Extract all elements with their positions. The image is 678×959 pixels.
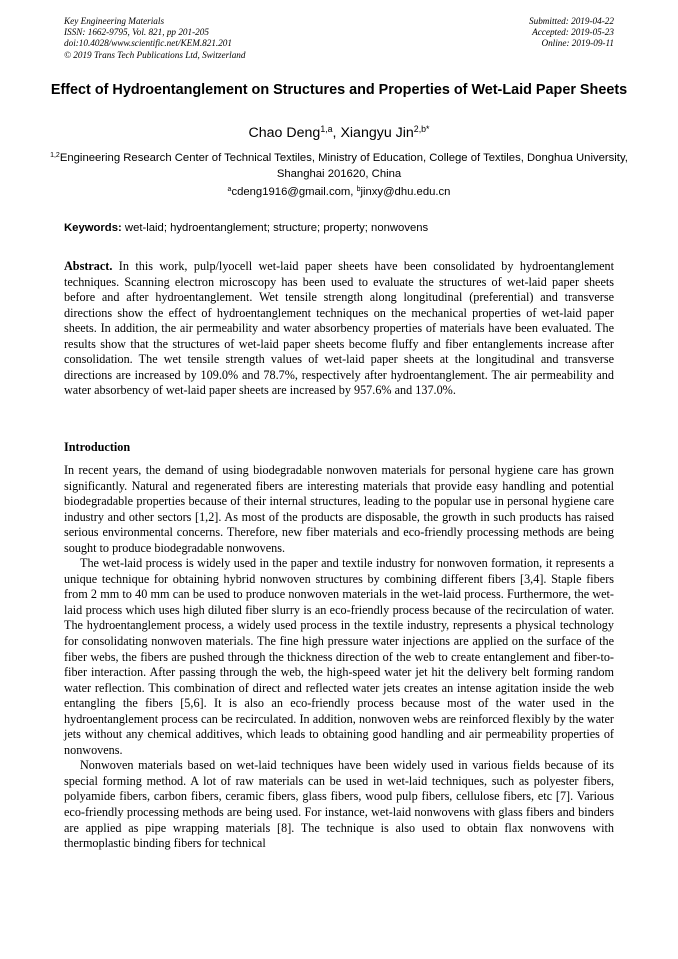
introduction-body bbox=[64, 463, 614, 852]
journal-copyright: © 2019 Trans Tech Publications Ltd, Switzerland bbox=[64, 49, 246, 60]
journal-doi: doi:10.4028/www.scientific.net/KEM.821.201 bbox=[64, 38, 232, 49]
author-affiliation-mark: 2,b* bbox=[413, 124, 430, 135]
paragraph: Nonwoven materials based on wet-laid techniques have been widely used in various fields because of its special forming method. A lot of raw materials can be used in wet-laid techniques, such as polyester fibers, polyamide fibers, carbon fibers, ceramic fibers, glass fibers, wood pulp fibers, cellulose fibers, etc [7]. Various eco-friendly processing methods are being used. For instance, wet-laid nonwovens with glass fibers and binders are applied as pipe wrapping materials [8]. The technique is also used to obtain flax nonwovens with thermoplastic binding fibers for technical bbox=[64, 758, 614, 851]
email-mark: a bbox=[227, 186, 232, 194]
affiliation-text: Engineering Research Center of Technical Textiles, Ministry of Education, College of Textiles, Donghua University, Shanghai 201620, China bbox=[59, 152, 628, 180]
author-list bbox=[40, 124, 638, 142]
publication-dates bbox=[529, 16, 614, 50]
paragraph: In recent years, the demand of using biodegradable nonwoven materials for personal hygiene care has grown significantly. Natural and regenerated fibers are interesting materials that provide easy handling and potential biodegradable properties because of their internal structures, leading to the popular use in personal hygiene care industry and other sectors [1,2]. As most of the products are disposable, the growth in such products has raised serious environmental concerns. Therefore, new fiber materials and eco-friendly processing methods are being sought to produce biodegradable nonwovens. bbox=[64, 463, 614, 555]
paragraph: The wet-laid process is widely used in the paper and textile industry for nonwoven formation, it represents a unique technique for obtaining hybrid nonwoven structures by combining different fibers [3,4]. Staple fibers from 2 mm to 40 mm can be used to produce nonwoven materials in the wet-laid process. Furthermore, the wet-laid process which uses high diluted fiber slurry is an eco-friendly process because of the recirculation of water. The hydroentanglement process, a widely used process in the textile industry, represents a physical technology for consolidating nonwoven materials. The fine high pressure water injections are applied on the surface of the fiber webs, the fibers are pushed through the thickness direction of the web to create entanglement and fiber-to-fiber interaction. After passing through the web, the high-speed water jet hit the delivery belt forming random water reflection. This combination of direct and reflected water jets creates an intense agitation inside the web entangling the fibers [5,6]. It is also an eco-friendly process because most of the water used in the hydroentanglement process can be recirculated. In addition, nonwoven webs are reinforced flexibly by the water jets without any chemical additives, which leads to obtaining good handling and air permeability properties of nonwovens. bbox=[64, 556, 614, 757]
accepted-date: Accepted: 2019-05-23 bbox=[532, 27, 614, 38]
journal-info bbox=[64, 16, 245, 61]
author-emails bbox=[40, 185, 638, 200]
author-separator: , bbox=[332, 125, 341, 141]
section-heading: Introduction bbox=[64, 440, 131, 454]
submitted-date: Submitted: 2019-04-22 bbox=[529, 16, 614, 26]
keywords-text: wet-laid; hydroentanglement; structure; property; nonwovens bbox=[121, 222, 429, 234]
author-name: Xiangyu Jin bbox=[340, 125, 414, 141]
abstract-label: Abstract. bbox=[64, 259, 113, 273]
journal-issn: ISSN: 1662-9795, Vol. 821, pp 201-205 bbox=[64, 27, 209, 38]
affiliation bbox=[40, 151, 638, 182]
email-mark: b bbox=[356, 186, 361, 194]
paper-title: Effect of Hydroentanglement on Structures and Properties of Wet-Laid Paper Sheets bbox=[50, 82, 628, 98]
abstract bbox=[64, 259, 614, 399]
keywords-label: Keywords: bbox=[64, 222, 122, 234]
author-name: Chao Deng bbox=[248, 125, 321, 141]
affiliation-mark: 1,2 bbox=[50, 152, 60, 160]
abstract-text: In this work, pulp/lyocell wet-laid paper sheets have been consolidated by hydroentanglement techniques. Scanning electron microscopy has been used to evaluate the structures of wet-laid paper sheets before and after hydroentanglement. Wet tensile strength along longitudinal (preferential) and transverse directions show the effect of hydroentanglement techniques on the mechanical properties of wet-laid paper sheets. In addition, the air permeability and water absorbency properties of materials have been evaluated. The results show that the structures of wet-laid paper sheets become fluffy and fiber entanglements increase after consolidation. The wet tensile strength values of wet-laid paper sheets at the longitudinal and transverse directions are increased by 109.0% and 78.7%, respectively after hydroentanglement. The air permeability and water absorbency of wet-laid paper sheets are increased by 957.6% and 137.0%. bbox=[64, 259, 614, 398]
email-link[interactable]: jinxy@dhu.edu.cn bbox=[360, 186, 451, 198]
online-date: Online: 2019-09-11 bbox=[541, 38, 614, 49]
keywords bbox=[64, 221, 624, 236]
author-affiliation-mark: 1,a bbox=[320, 124, 333, 135]
journal-name: Key Engineering Materials bbox=[64, 16, 165, 26]
email-link[interactable]: cdeng1916@gmail.com bbox=[231, 186, 351, 198]
email-separator: , bbox=[350, 186, 357, 198]
